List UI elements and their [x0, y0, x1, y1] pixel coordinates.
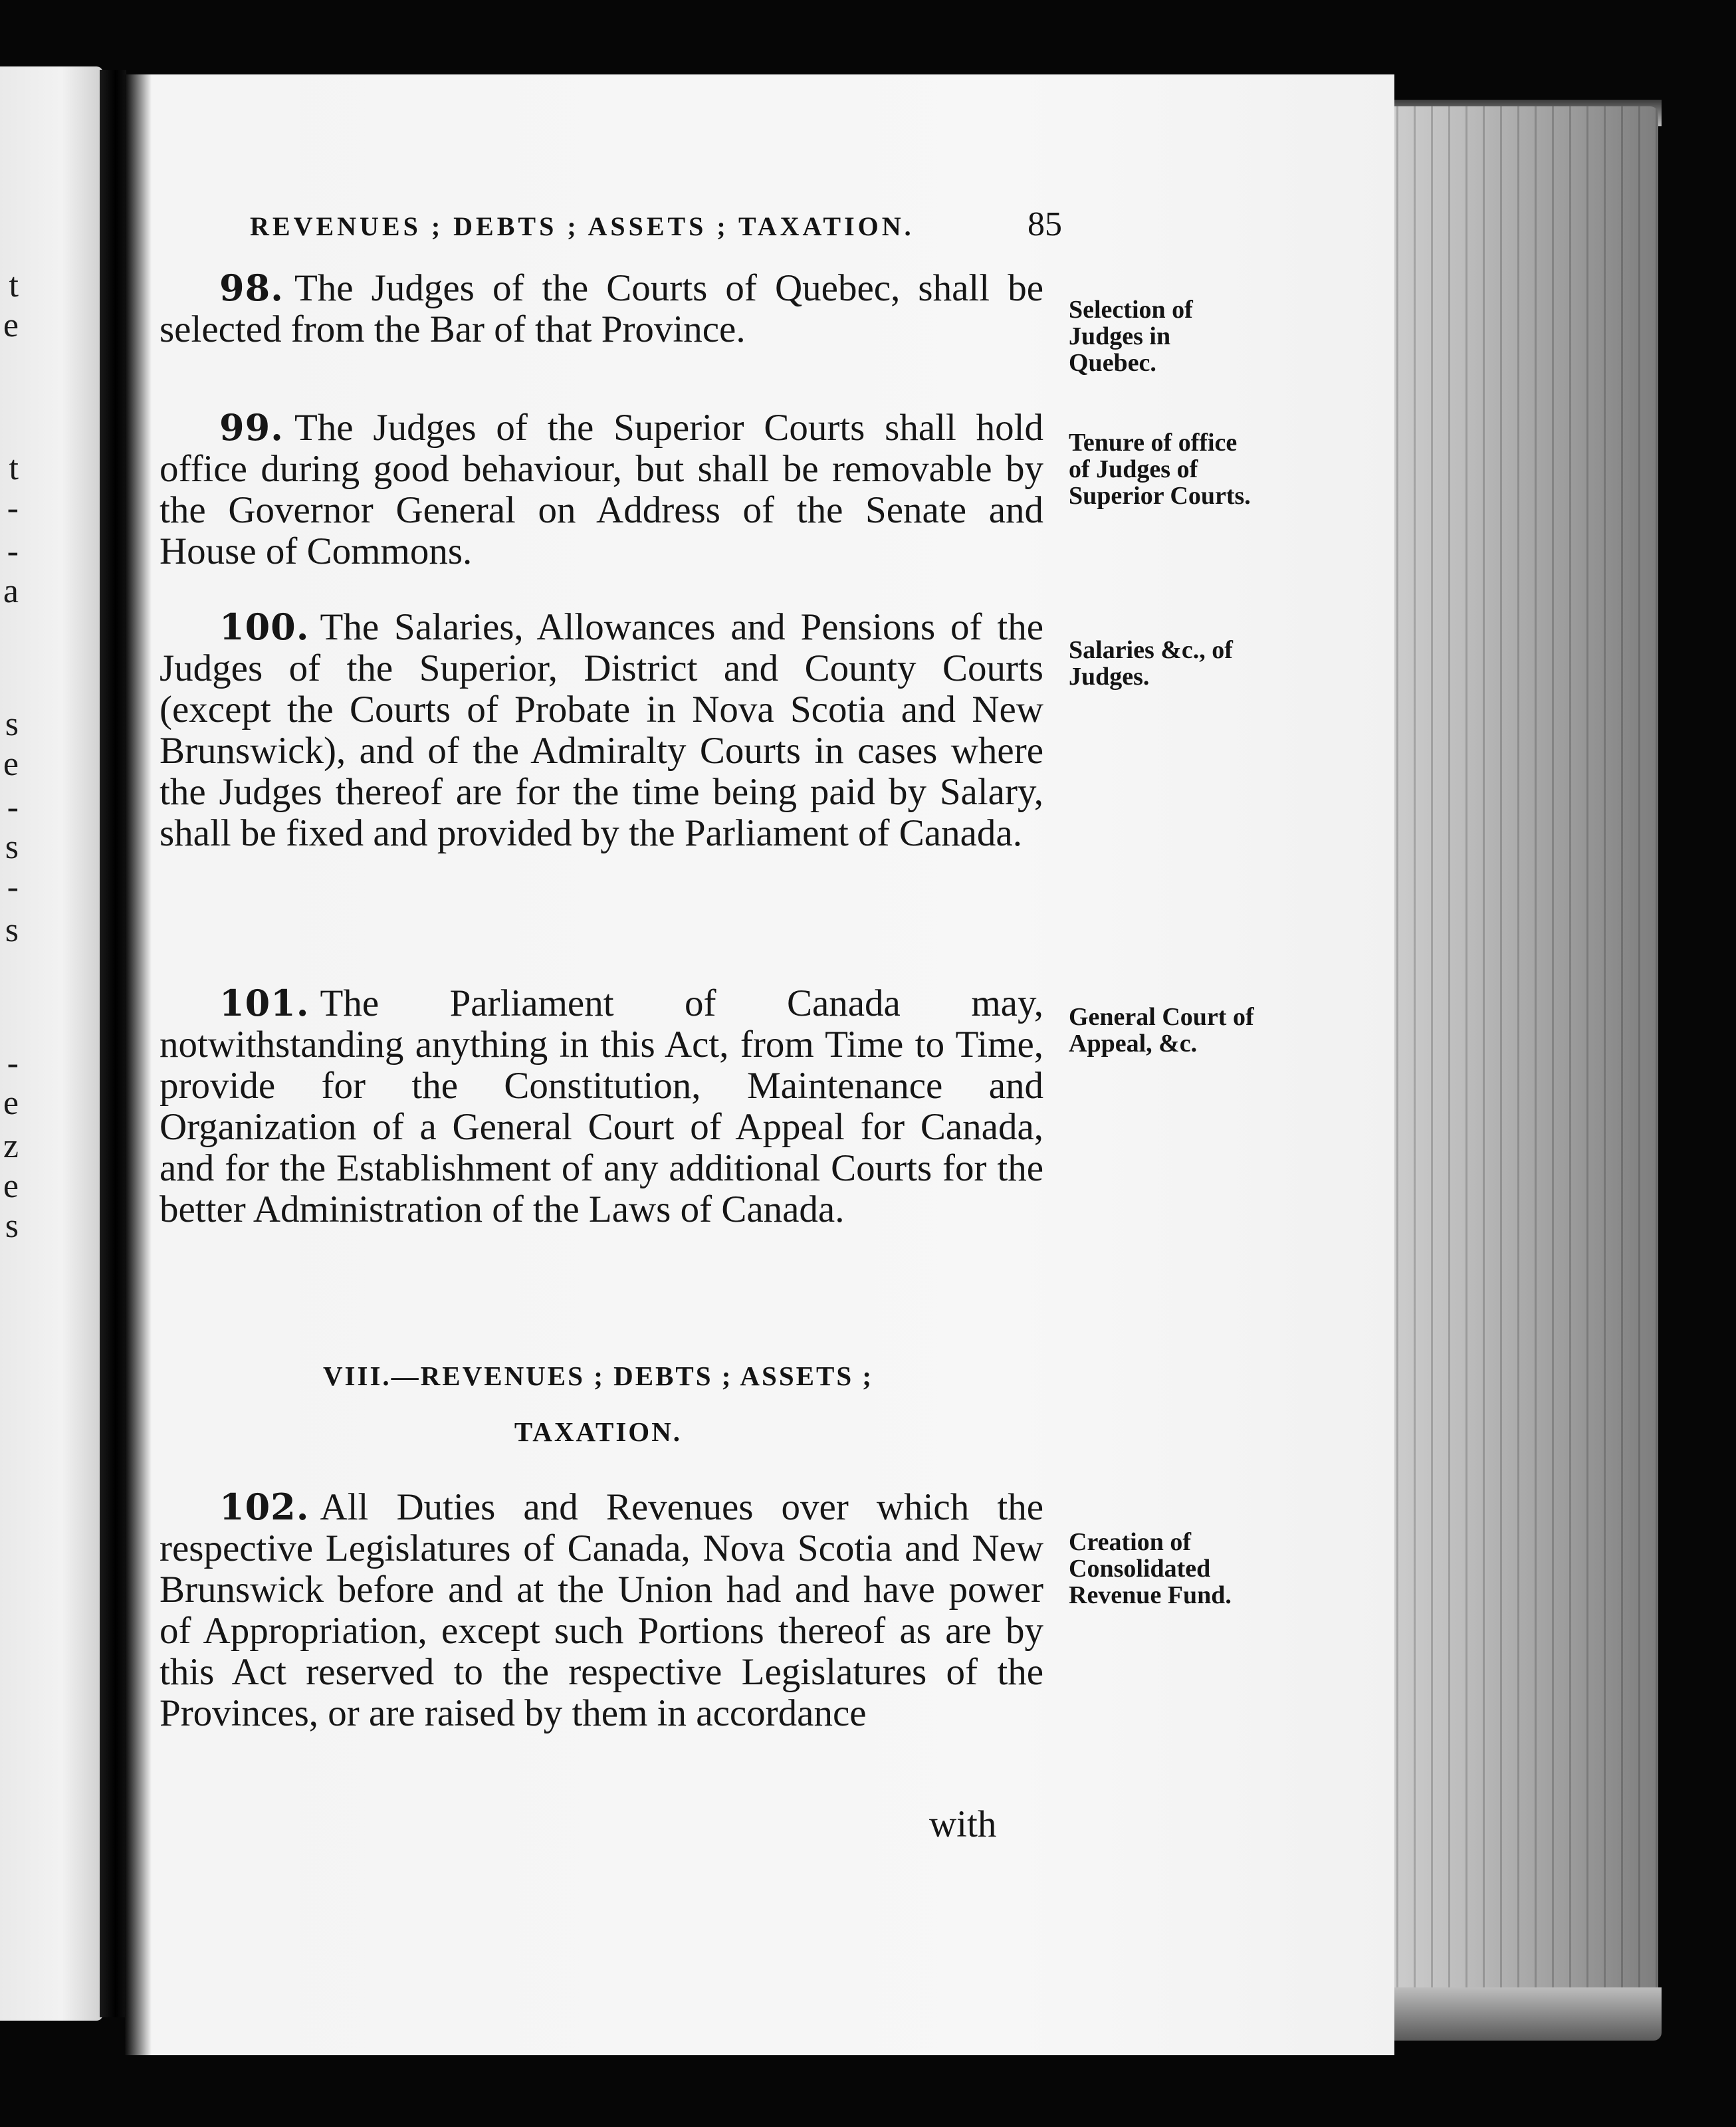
previous-page-fragment: s: [5, 705, 19, 743]
section-text: The Judges of the Courts of Quebec, shall be selected from the Bar of that Province.: [160, 267, 1043, 350]
previous-page-fragment: z: [3, 1127, 19, 1165]
section-100: [160, 606, 1043, 854]
section-number: 98.: [219, 267, 284, 309]
previous-page-fragment: e: [3, 1167, 19, 1205]
book-gutter: [100, 70, 126, 2017]
section-99: [160, 407, 1043, 572]
previous-page-fragment: -: [7, 532, 19, 570]
previous-page-fragment: e: [3, 306, 19, 344]
marginal-note-99: Tenure of office of Judges of Superior Courts.: [1069, 429, 1251, 510]
marginal-note-100: Salaries &c., of Judges.: [1069, 636, 1233, 691]
section-text: The Judges of the Superior Courts shall hold office during good behaviour, but shall be removable by the Governor General on Address of the Senate and House of Commons.: [160, 407, 1043, 572]
previous-page-fragment: a: [3, 572, 19, 610]
part-heading-line-1: VIII.—REVENUES ; DEBTS ; ASSETS ;: [322, 1361, 874, 1391]
section-number: 100.: [219, 606, 310, 648]
section-98: [160, 267, 1043, 350]
previous-page-fragment: -: [7, 868, 19, 906]
previous-page-fragment: t: [9, 267, 19, 304]
section-text: The Salaries, Allowances and Pensions of the Judges of the Superior, District and County Courts (except the Courts of Probate in Nova Scotia and New Brunswick), and of the Admiralty Courts in cases where the Judges thereof are for the time being paid by Salary, shall be fixed and provided by the Parliament of Canada.: [160, 606, 1043, 854]
part-heading: [213, 1348, 984, 1460]
section-102: [160, 1486, 1043, 1734]
marginal-note-101: General Court of Appeal, &c.: [1069, 1003, 1254, 1058]
running-head: [250, 205, 1062, 244]
section-101: [160, 982, 1043, 1230]
running-head-title: REVENUES ; DEBTS ; ASSETS ; TAXATION.: [250, 211, 915, 241]
section-number: 99.: [219, 406, 284, 449]
page-block-bottom: [1362, 1987, 1662, 2041]
previous-page-fragment: -: [7, 1044, 19, 1082]
section-number: 101.: [219, 982, 310, 1024]
previous-page-fragment: e: [3, 1084, 19, 1122]
previous-page-fragment: t: [9, 449, 19, 487]
part-heading-line-2: TAXATION.: [514, 1416, 683, 1447]
previous-page-fragment: -: [7, 788, 19, 826]
previous-page-fragment: s: [5, 1207, 19, 1245]
section-text: All Duties and Revenues over which the respective Legislatures of Canada, Nova Scotia and New Brunswick before and at the Union had and have power of Appropriation, except such Portions thereof as are by this Act reserved to the respective Legislatures of the Provinces, or are raised by them in accordance: [160, 1486, 1043, 1734]
page-number: 85: [1028, 205, 1062, 243]
previous-page-fragment: s: [5, 911, 19, 949]
catchword: with: [929, 1803, 997, 1845]
marginal-note-98: Selection of Judges in Quebec.: [1069, 296, 1193, 377]
marginal-note-102: Creation of Consolidated Revenue Fund.: [1069, 1528, 1232, 1609]
previous-page-fragment: s: [5, 828, 19, 866]
section-text: The Parliament of Canada may, notwithstanding anything in this Act, from Time to Time, provide for the Constitution, Maintenance and Organization of a General Court of Appeal for Canada, and for the Establishment of any additional Courts for the better Administration of the Laws of Canada.: [160, 982, 1043, 1230]
previous-page-fragment: e: [3, 745, 19, 783]
previous-page-fragment: -: [7, 489, 19, 527]
previous-page-edge: [0, 66, 103, 2021]
page-block-edges: [1379, 106, 1658, 2007]
section-number: 102.: [219, 1486, 310, 1528]
